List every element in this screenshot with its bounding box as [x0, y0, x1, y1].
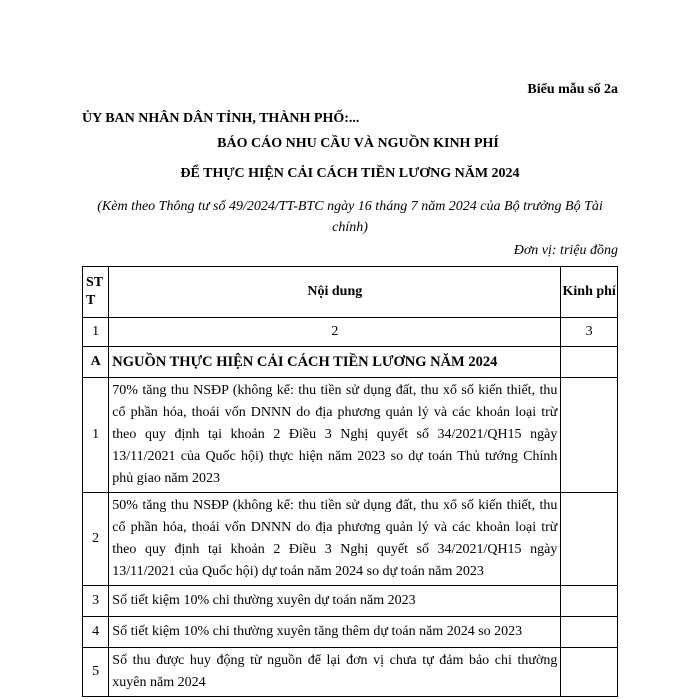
row-cost	[561, 617, 618, 648]
row-content: Số tiết kiệm 10% chi thường xuyên dự toán năm 2023	[109, 586, 561, 617]
row-cost	[561, 648, 618, 697]
unit-label: Đơn vị: triệu đồng	[513, 243, 618, 258]
table-row	[83, 617, 618, 648]
header-cost: Kinh phí	[561, 267, 618, 318]
index-cost: 3	[561, 318, 618, 347]
row-cost	[561, 378, 618, 493]
row-stt: A	[83, 347, 109, 378]
row-cost	[561, 347, 618, 378]
report-title-line2: ĐỂ THỰC HIỆN CẢI CÁCH TIỀN LƯƠNG NĂM 2024	[180, 166, 520, 181]
row-content: 70% tăng thu NSĐP (không kể: thu tiền sử dụng đất, thu xổ số kiến thiết, thu cổ phần hóa, thoái vốn DNNN do địa phương quản lý và các khoản loại trừ theo quy định tại khoản 2 Điều 3 Nghị quyết số 34/2021/QH15 ngày 13/11/2021 của Quốc hội) thực hiện năm 2023 so dự toán Thủ tướng Chính phủ giao năm 2023	[109, 378, 561, 493]
form-number: Biểu mẫu số 2a	[527, 82, 618, 97]
table-row	[83, 648, 618, 697]
report-title-line1: BÁO CÁO NHU CẦU VÀ NGUỒN KINH PHÍ	[217, 136, 499, 151]
row-cost	[561, 586, 618, 617]
index-content: 2	[109, 318, 561, 347]
organization-heading: ỦY BAN NHÂN DÂN TỈNH, THÀNH PHỐ:...	[82, 111, 360, 126]
index-stt: 1	[83, 318, 109, 347]
table-row	[83, 347, 618, 378]
table-row	[83, 493, 618, 586]
row-content: NGUỒN THỰC HIỆN CẢI CÁCH TIỀN LƯƠNG NĂM 2024	[109, 347, 561, 378]
row-content: Số tiết kiệm 10% chi thường xuyên tăng thêm dự toán năm 2024 so 2023	[109, 617, 561, 648]
header-stt: STT	[83, 267, 109, 318]
row-stt: 3	[83, 586, 109, 617]
report-subtitle: (Kèm theo Thông tư số 49/2024/TT-BTC ngày 16 tháng 7 năm 2024 của Bộ trưởng Bộ Tài chính)	[97, 199, 603, 235]
row-stt: 4	[83, 617, 109, 648]
row-stt: 2	[83, 493, 109, 586]
header-content: Nội dung	[109, 267, 561, 318]
table-row	[83, 586, 618, 617]
table-header-row	[83, 267, 618, 318]
table-row	[83, 378, 618, 493]
index-row	[83, 318, 618, 347]
report-table	[82, 266, 618, 697]
row-stt: 5	[83, 648, 109, 697]
row-cost	[561, 493, 618, 586]
row-content: Số thu được huy động từ nguồn để lại đơn vị chưa tự đảm bảo chi thường xuyên năm 2024	[109, 648, 561, 697]
row-stt: 1	[83, 378, 109, 493]
row-content: 50% tăng thu NSĐP (không kể: thu tiền sử dụng đất, thu xổ số kiến thiết, thu cổ phần hóa, thoái vốn DNNN do địa phương quản lý và các khoản loại trừ theo quy định tại khoản 2 Điều 3 Nghị quyết số 34/2021/QH15 ngày 13/11/2021 của Quốc hội) dự toán năm 2024 so dự toán năm 2023	[109, 493, 561, 586]
